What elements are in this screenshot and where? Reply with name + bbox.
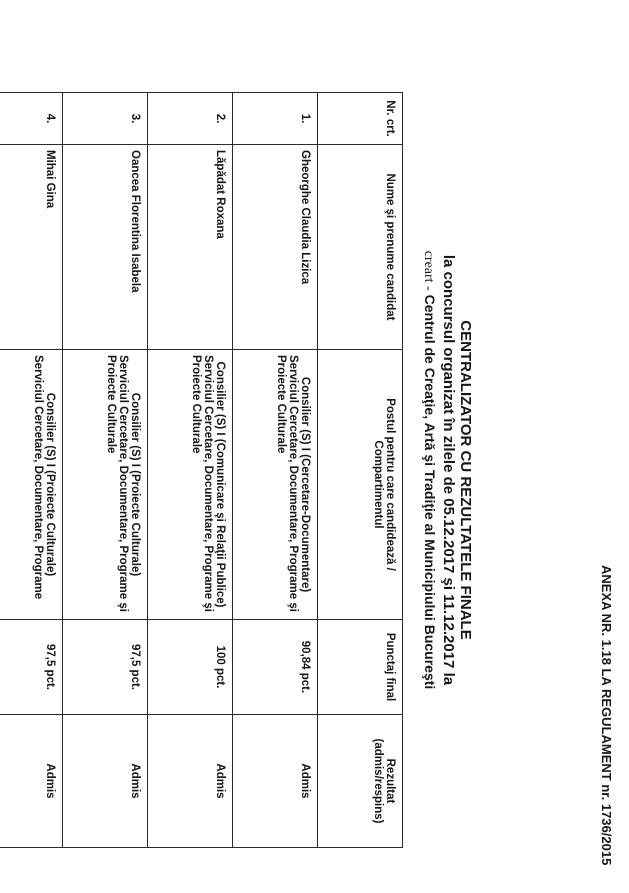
table-row <box>233 93 318 848</box>
cell-punctaj: 97,5 pct. <box>63 620 148 715</box>
header-nume-prenume: Nume şi prenume candidat <box>318 145 403 350</box>
document-subtitle-institution <box>420 160 438 780</box>
document-subtitle-dates: la concursul organizat în zilele de 05.12.2017 şi 11.12.2017 la <box>440 254 457 686</box>
header-post-compartiment: Postul pentru care candidează / Compartimentul <box>318 350 403 620</box>
cell-punctaj: 100 pct. <box>148 620 233 715</box>
table-row <box>148 93 233 848</box>
header-rezultat: Rezultat (admis/respins) <box>318 715 403 848</box>
institution-prefix: creart - <box>421 250 436 291</box>
table-header-row <box>318 93 403 848</box>
cell-nr: 3. <box>63 93 148 145</box>
cell-post <box>63 350 148 620</box>
post-compartiment: Serviciul Cercetare, Documentare, Programe şi Proiecte Culturale <box>105 355 129 612</box>
cell-nume: Mihai Gina <box>0 145 63 350</box>
post-compartiment: Serviciul Cercetare, Documentare, Programe şi Proiecte Culturale <box>275 355 299 612</box>
cell-rezultat: Admis <box>63 715 148 848</box>
cell-nume: Oancea Florentina Isabela <box>63 145 148 350</box>
post-functie: Consilier (S) I (Cercetare-Documentare) <box>299 376 311 593</box>
cell-rezultat: Admis <box>0 715 63 848</box>
cell-rezultat: Admis <box>148 715 233 848</box>
document-title: CENTRALIZATOR CU REZULTATELE FINALE <box>457 320 474 640</box>
cell-punctaj: 90,84 pct. <box>233 620 318 715</box>
post-functie: Consilier (S) I (Comunicare şi Relaţii Publice) <box>214 361 226 608</box>
post-compartiment: Serviciul Cercetare, Documentare, Programe şi Proiecte Culturale <box>190 355 214 612</box>
cell-post <box>0 350 63 620</box>
post-functie: Consilier (S) I (Proiecte Culturale) <box>129 392 141 577</box>
cell-nume: Lăpădat Roxana <box>148 145 233 350</box>
annex-reference: ANEXA NR. 1.18 LA REGULAMENT nr. 1736/2015 <box>599 565 614 866</box>
cell-punctaj: 97,5 pct. <box>0 620 63 715</box>
cell-nr: 2. <box>148 93 233 145</box>
cell-post <box>233 350 318 620</box>
header-nr-crt: Nr. crt. <box>318 93 403 145</box>
post-functie: Consilier (S) I (Proiecte Culturale) <box>44 392 56 577</box>
cell-nr: 4. <box>0 93 63 145</box>
table-row <box>0 93 63 848</box>
cell-post <box>148 350 233 620</box>
results-table <box>0 92 403 848</box>
header-punctaj-final: Punctaj final <box>318 620 403 715</box>
cell-nr: 1. <box>233 93 318 145</box>
institution-name: Centrul de Creaţie, Artă şi Tradiţie al Municipiului Bucureşti <box>422 294 438 690</box>
cell-rezultat: Admis <box>233 715 318 848</box>
table-row <box>63 93 148 848</box>
post-compartiment: Serviciul Cercetare, Documentare, Programe <box>32 355 44 600</box>
cell-nume: Gheorghe Claudia Lizica <box>233 145 318 350</box>
